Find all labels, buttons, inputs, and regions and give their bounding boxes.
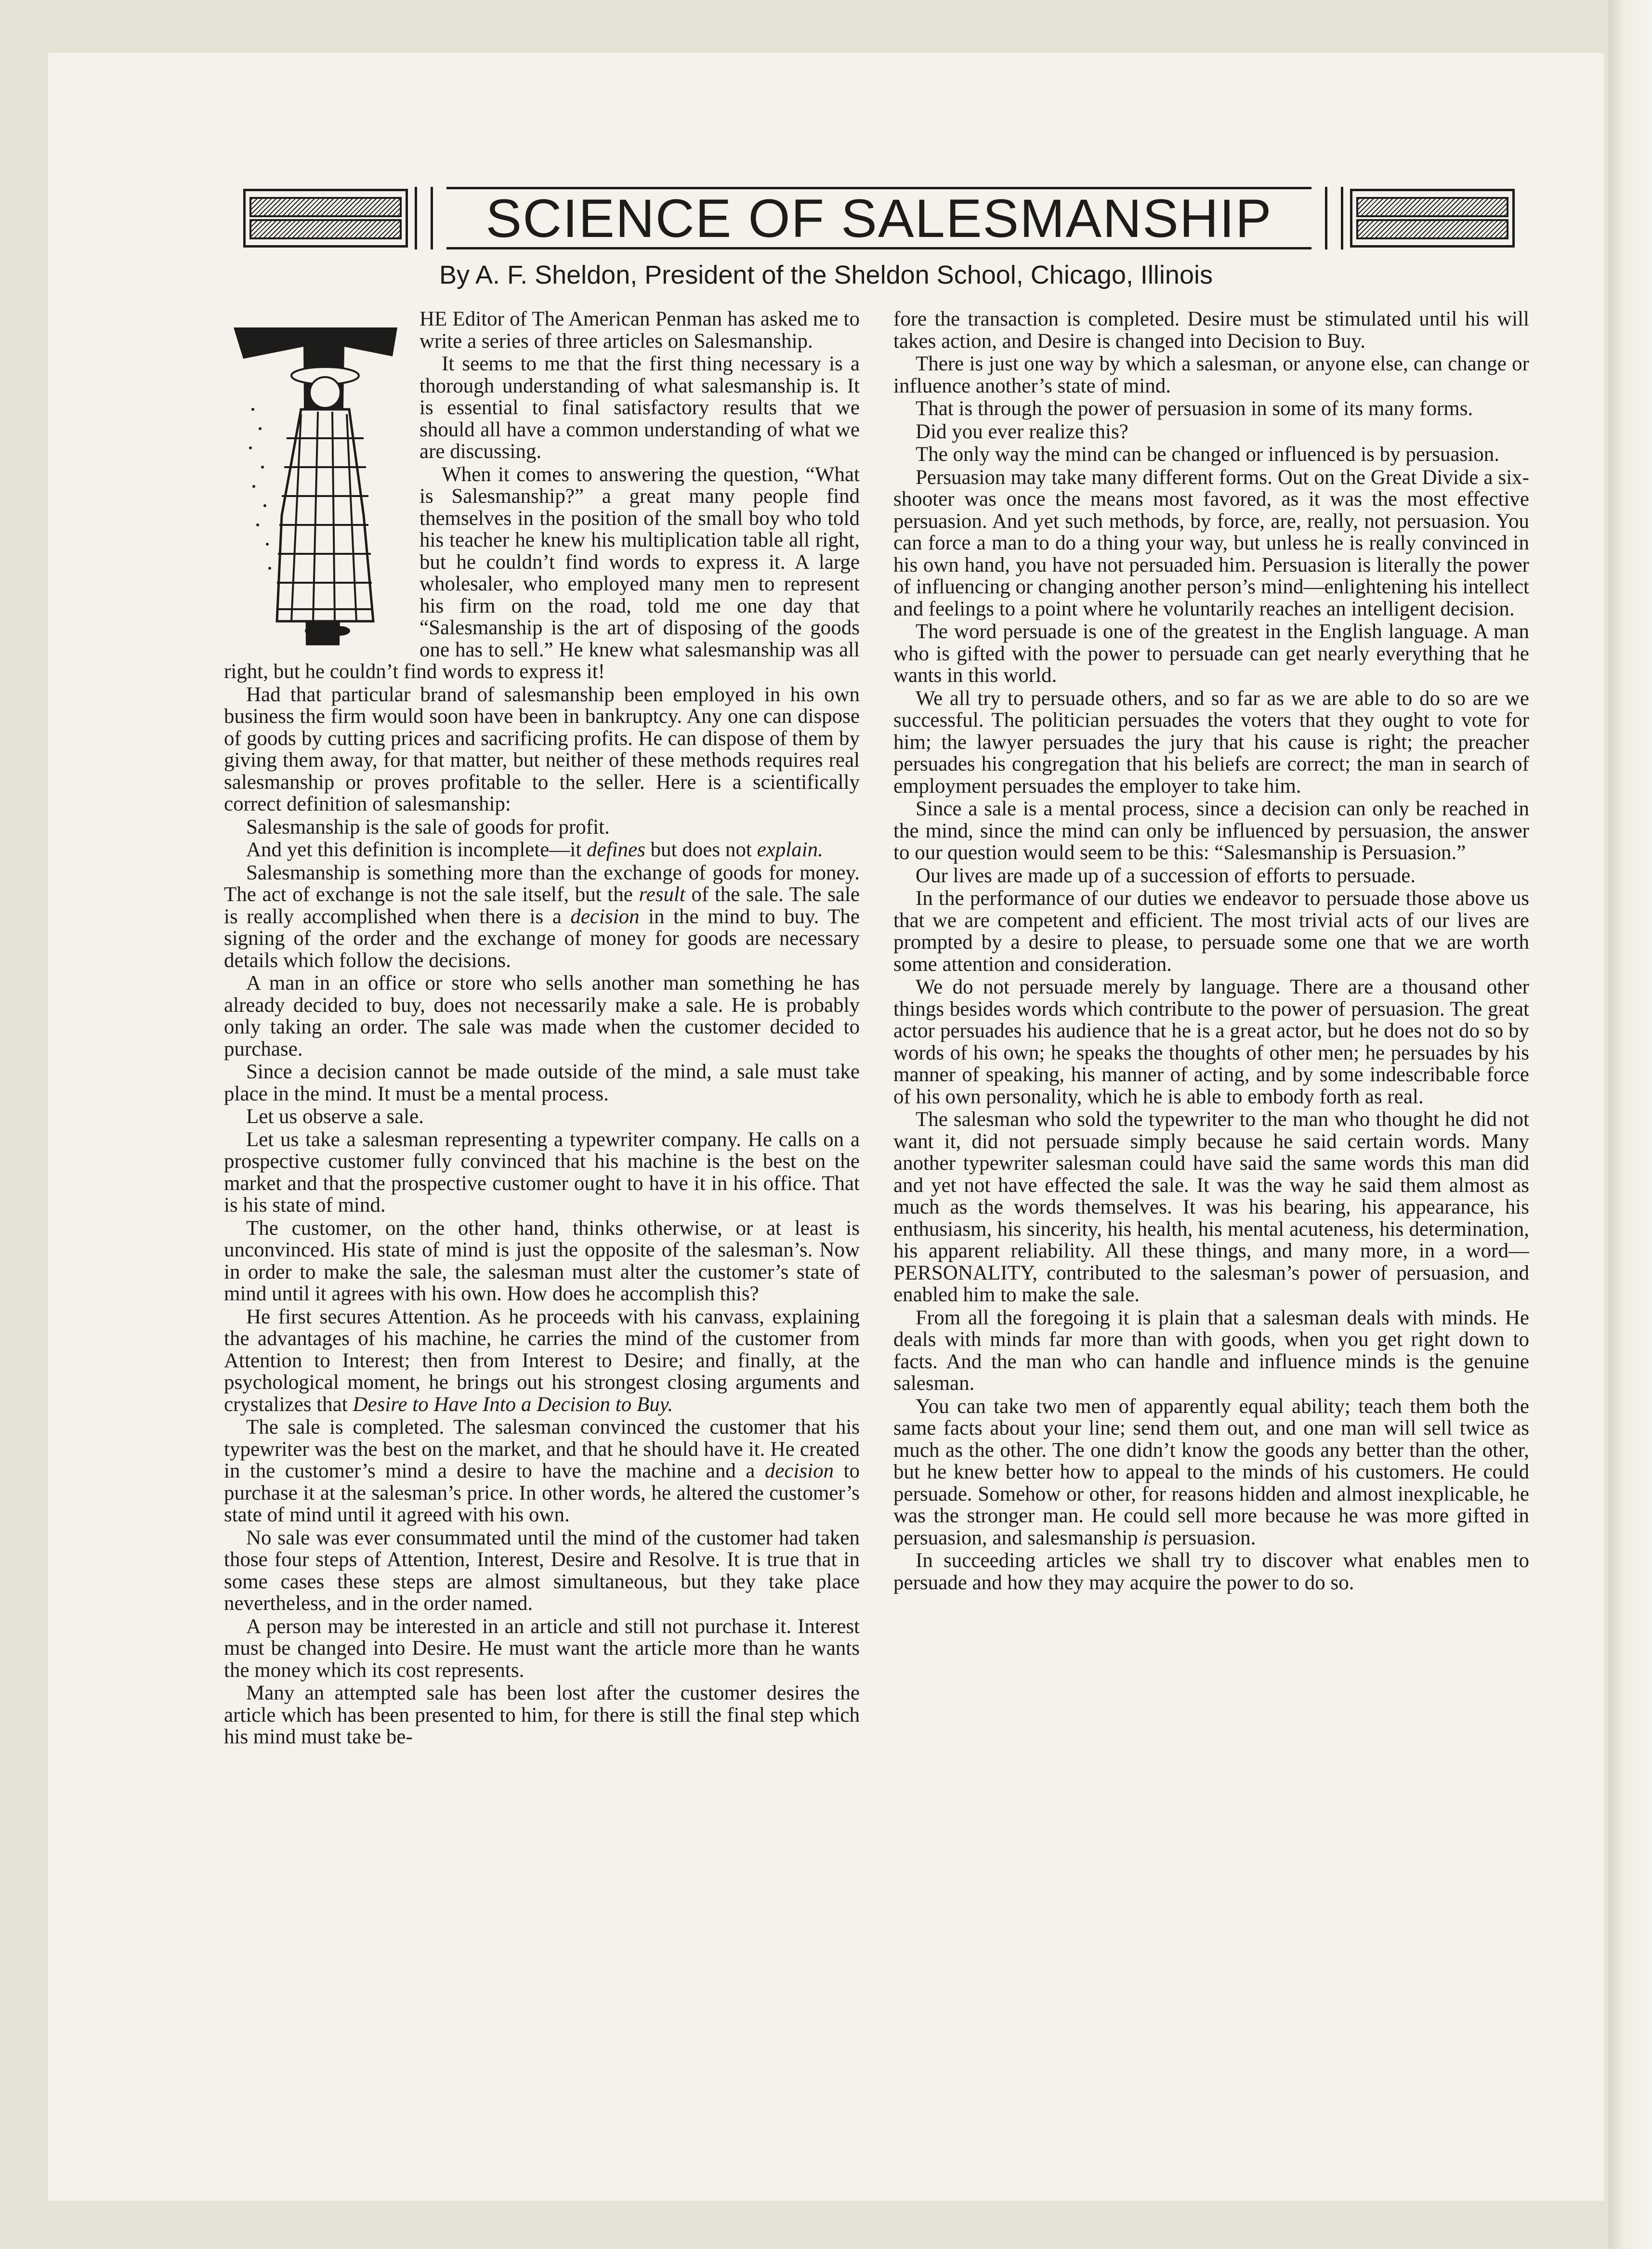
banner-rule [415, 187, 417, 249]
paragraph: In succeeding articles we shall try to discover what enables men to persuade and how they may acquire the power to do so. [893, 1549, 1529, 1594]
hatched-bar-ornament-left [243, 189, 408, 248]
paragraph: The salesman who sold the typewriter to the man who thought he did not want it, did not persuade simply because he said certain words. Many another typewriter salesman could have said the same words this man did and yet not have effected the sale. It was the way he said them almost as much as the words themselves. It was his bearing, his appearance, his enthusiasm, his sincerity, his health, his mental acuteness, his determination, his apparent reliability. All these things, and many more, in a word—PERSONALITY, contributed to the salesman’s power of persuasion, and enabled him to make the sale. [893, 1108, 1529, 1306]
paragraph: We do not persuade merely by language. There are a thousand other things besides words which contribute to the power of persuasion. The great actor persuades his audience that he is a great actor, but he does not do so by words of his own; he speaks the thoughts of other men; he persuades by his manner of speaking, his manner of acting, and by some indescribable force of his own personality, which he is able to embody forth as real. [893, 976, 1529, 1108]
paragraph: Persuasion may take many different forms. Out on the Great Divide a six-shooter was once the means most favored, as it was the most effective persuasion. And yet such methods, by force, are, really, not persuasion. You can force a man to do a thing your way, but unless he is really convinced in his own hand, you have not persuaded him. Persuasion is literally the power of influencing or changing another person’s mind—enlightening his intellect and feelings to a point where he voluntarily reaches an intelligent decision. [893, 466, 1529, 620]
paragraph: The only way the mind can be changed or influenced is by persuasion. [916, 443, 1499, 466]
paragraph: The word persuade is one of the greatest in the English language. A man who is gifted with the power to persuade can get nearly everything that he wants in this world. [893, 620, 1529, 687]
right-column [893, 308, 1529, 1595]
paragraph: Let us observe a sale. [246, 1105, 424, 1128]
paragraph: No sale was ever consummated until the mind of the customer had taken those four steps of Attention, Interest, Desire and Resolve. It is true that in some cases these steps are almost simultaneous, but they take place nevertheless, and in the order named. [224, 1526, 860, 1615]
paragraph: He first secures Attention. As he proceeds with his canvass, explaining the advantages of his machine, he carries the mind of the customer from Attention to Interest; then from Interest to Desire; and finally, at the psychological moment, he brings out his strongest closing arguments and crystalizes that Desire to Have Into a Decision to Buy. [224, 1305, 860, 1416]
paragraph: In the performance of our duties we endeavor to persuade those above us that we are competent and efficient. The most trivial acts of our lives are prompted by a desire to please, to persuade some one that we are worth some attention and consideration. [893, 887, 1529, 976]
article-title: SCIENCE OF SALESMANSHIP [485, 188, 1272, 248]
title-frame [446, 187, 1311, 249]
paragraph: The customer, on the other hand, thinks otherwise, or at least is unconvinced. His state of mind is just the opposite of the salesman’s. Now in order to make the sale, the salesman must alter the customer’s state of mind until it agrees with his own. How does he accomplish this? [224, 1216, 860, 1305]
paragraph: Since a sale is a mental process, since a decision can only be reached in the mind, since the mind can only be influenced by persuasion, the answer to our question would seem to be this: “Salesmanship is Persuasion.” [893, 798, 1529, 864]
left-column [224, 308, 860, 1749]
paragraph: Had that particular brand of salesmanship been employed in his own business the firm would soon have been in bankruptcy. Any one can dispose of goods by cutting prices and sacrificing profits. He can dispose of them by giving them away, for that matter, but neither of these methods requires real salesmanship or proves profitable to the seller. Here is a scientifically correct definition of salesmanship: [224, 683, 860, 815]
paragraph: A person may be interested in an article and still not purchase it. Interest must be changed into Desire. He must want the article more than he wants the money which its cost represents. [224, 1615, 860, 1682]
paragraph: That is through the power of persuasion in some of its many forms. [916, 397, 1473, 420]
paragraph: fore the transaction is completed. Desire must be stimulated until his will takes action, and Desire is changed into Decision to Buy. [893, 308, 1529, 353]
paragraph: We all try to persuade others, and so far as we are able to do so are we successful. The politician persuades the voters that they ought to vote for him; the lawyer persuades the jury that his cause is right; the preacher persuades his congregation that his beliefs are correct; the man in search of employment persuades the employer to take him. [893, 687, 1529, 798]
hatched-bar-ornament-right [1350, 189, 1515, 248]
paragraph: You can take two men of apparently equal ability; teach them both the same facts about your line; send them out, and one man will sell twice as much as the other. The one didn’t know the goods any better than the other, but he knew better how to appeal to the minds of his customers. He could persuade. Somehow or other, for reasons hidden and almost inexplicable, he was the stronger man. He could sell more because he was more gifted in persuasion, and salesmanship is persuasion. [893, 1395, 1529, 1549]
banner-rule [431, 187, 433, 249]
byline: By A. F. Sheldon, President of the Sheldon School, Chicago, Illinois [439, 261, 1213, 289]
paragraph: A man in an office or store who sells another man something he has already decided to buy, does not necessarily make a sale. He is probably only taking an order. The sale was made when the customer decided to purchase. [224, 972, 860, 1060]
dropcap-illustration [224, 313, 407, 660]
paragraph: Since a decision cannot be made outside of the mind, a sale must take place in the mind. It must be a mental process. [224, 1060, 860, 1105]
paragraph: When it comes to answering the question, “What is Salesmanship?” a great many people find themselves in the position of the small boy who told his teacher he knew his multiplication table all right, but he couldn’t find words to express it. A large wholesaler, who employed many men to represent his firm on the road, told me one day that “Salesmanship is the art of disposing of the goods one has to sell.” He knew what salesmanship was all right, but he couldn’t find words to express it! [224, 463, 860, 683]
paragraph: The sale is completed. The salesman convinced the customer that his typewriter was the best on the market, and that he should have it. He created in the customer’s mind a desire to have the machine and a decision to purchase it at the salesman’s price. In other words, he altered the customer’s state of mind until it agreed with his own. [224, 1416, 860, 1526]
paragraph: Salesmanship is the sale of goods for profit. [246, 815, 610, 838]
next-page-edge [1609, 0, 1652, 2249]
paragraph: Our lives are made up of a succession of efforts to persuade. [916, 864, 1416, 887]
paragraph: Many an attempted sale has been lost after the customer desires the article which has been presented to him, for there is still the final step which his mind must take be- [224, 1682, 860, 1748]
paragraph: Salesmanship is something more than the exchange of goods for money. The act of exchange is not the sale itself, but the result of the sale. The sale is really accomplished when there is a decision in the mind to buy. The signing of the order and the exchange of money for goods are necessary details which follow the decisions. [224, 861, 860, 972]
paragraph: HE Editor of The American Penman has asked me to write a series of three articles on Salesmanship. [420, 308, 860, 353]
paragraph: It seems to me that the first thing necessary is a thorough understanding of what salesmanship is. It is essential to final satisfactory results that we should all have a common understanding of what we are discussing. [420, 353, 860, 463]
banner-rule [1341, 187, 1343, 249]
paragraph: Let us take a salesman representing a typewriter company. He calls on a prospective customer fully convinced that his machine is the best on the market and that the prospective customer ought to have it in his office. That is his state of mind. [224, 1128, 860, 1216]
woman-in-plaid-coat-icon [224, 313, 407, 660]
paragraph: From all the foregoing it is plain that a salesman deals with minds. He deals with minds far more than with goods, when you get right down to facts. And the man who can handle and influence minds is the genuine salesman. [893, 1306, 1529, 1395]
paragraph: There is just one way by which a salesman, or anyone else, can change or influence another’s state of mind. [893, 353, 1529, 397]
dropcap-letter: T [287, 355, 290, 360]
paragraph: And yet this definition is incomplete—it defines but does not explain. [246, 838, 823, 861]
right-column-text [893, 308, 1529, 1594]
banner-rule [1325, 187, 1327, 249]
title-banner [243, 187, 1515, 249]
paragraph: Did you ever realize this? [916, 420, 1128, 443]
